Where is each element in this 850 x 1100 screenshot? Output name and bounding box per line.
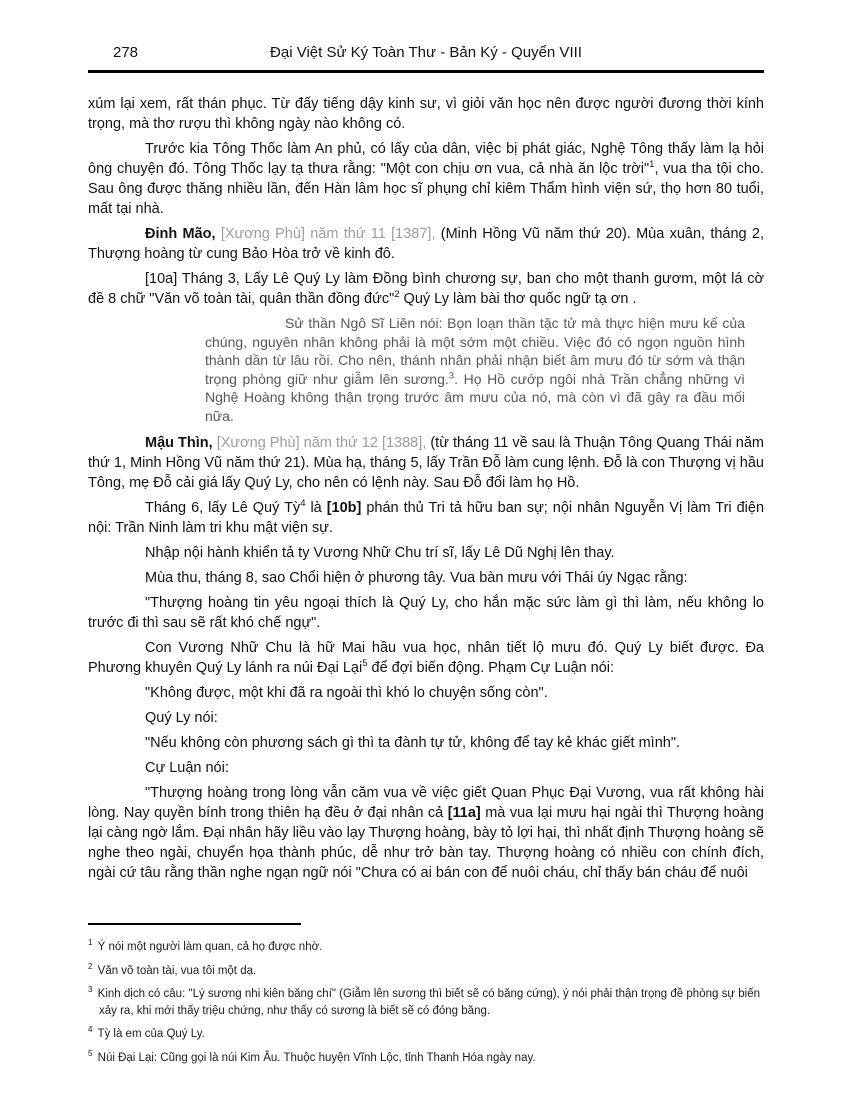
- paragraph: [88, 269, 764, 309]
- paragraph: [88, 224, 764, 264]
- footnote-number: 4: [88, 1025, 93, 1035]
- text-run: , vua tha tội cho. Sau ông được thăng nhiều lần, đến Hàn lâm học sĩ phụng chỉ kiêm Thẩm hình viện sứ, thọ hơn 80 tuổi, mất tại nhà.: [88, 161, 764, 217]
- footnote-reference: 4: [300, 498, 306, 510]
- document-body: [88, 94, 764, 883]
- text-run: . Họ Hồ cướp ngôi nhà Trần chẳng những vì Nghệ Hoàng không thận trọng trước âm mưu của nó, mà còn vì đã gây ra đầu mối nữa.: [205, 370, 746, 424]
- text-run: Con Vương Nhữ Chu là hữ Mai hầu vua học, nhân tiết lộ mưu đó. Quý Ly biết được. Đa Phương khuyên Quý Ly lánh ra núi Đại Lại: [88, 640, 764, 676]
- text-run: "Thượng hoàng tin yêu ngoại thích là Quý Ly, cho hắn mặc sức làm gì thì làm, nếu không lo trước đi thì sau sẽ rất khó chế ngự".: [88, 595, 764, 631]
- footnote-text: Kinh dịch có câu: "Lý sương nhi kiên băng chí" (Giẫm lên sương thì biết sẽ có băng cứng), ý nói phải thận trọng đề phòng sự biến xảy ra, khi mới thấy triệu chứng, như thấy có sương là biết sẽ có đóng băng.: [94, 988, 760, 1017]
- text-run: Cự Luận nói:: [145, 760, 229, 776]
- paragraph: [88, 638, 764, 678]
- text-run: [10a] Tháng 3, Lấy Lê Quý Ly làm Đồng bình chương sự, ban cho một thanh gươm, một lá cờ đề 8 chữ "Văn võ toàn tài, quân thần đồng đức": [88, 271, 764, 307]
- footnote-reference: 3: [448, 369, 455, 381]
- text-run: "Thượng hoàng trong lòng vẫn căm vua về việc giết Quan Phục Đại Vương, vua rất không hài lòng. Nay quyền bính trong thiên hạ đều ở đại nhân cả: [88, 785, 764, 821]
- text-run: [11a]: [447, 805, 481, 821]
- paragraph: [88, 708, 764, 728]
- document-title: Đại Việt Sử Ký Toàn Thư - Bản Ký - Quyển VIII: [270, 44, 582, 61]
- header-rule: [88, 70, 764, 73]
- text-run: (Minh Hồng Vũ năm thứ 20). Mùa xuân, tháng 2, Thượng hoàng từ cung Bảo Hòa trở về kinh đô.: [88, 226, 764, 262]
- paragraph: [88, 139, 764, 219]
- text-run: Mậu Thìn,: [145, 435, 217, 451]
- footnote-reference: 1: [649, 159, 655, 171]
- text-run: Trước kia Tông Thốc làm An phủ, có lấy của dân, việc bị phát giác, Nghệ Tông thấy làm lạ hỏi ông chuyện đó. Tông Thốc lạy tạ thưa rằng: "Một con chịu ơn vua, cả nhà ăn lộc trời": [88, 141, 764, 177]
- paragraph: [88, 498, 764, 538]
- text-run: Quý Ly nói:: [145, 710, 218, 726]
- text-run: là: [305, 500, 327, 516]
- page-header: [88, 44, 764, 64]
- footnotes-section: [88, 939, 764, 1066]
- text-run: phán thủ Tri tả hữu ban sự; nội nhân Nguyễn Vị làm Tri điện nội: Trần Ninh làm tri khu mật viện sự.: [88, 500, 765, 536]
- text-run: Nhập nội hành khiển tả ty Vương Nhữ Chu trí sĩ, lấy Lê Dũ Nghị lên thay.: [145, 545, 615, 561]
- paragraph: [88, 683, 764, 703]
- paragraph: [88, 593, 764, 633]
- footnote-separator: [88, 923, 301, 925]
- footnote: [88, 1026, 760, 1043]
- footnote-reference: 5: [362, 658, 368, 670]
- text-run: "Nếu không còn phương sách gì thì ta đành tự tử, không để tay kẻ khác giết mình".: [145, 735, 680, 751]
- text-run: để đợi biến động. Phạm Cự Luận nói:: [367, 660, 615, 676]
- paragraph: [88, 543, 764, 563]
- footnote-number: 1: [88, 938, 93, 948]
- footnote-number: 2: [88, 961, 93, 971]
- text-run: Đinh Mão,: [145, 226, 221, 242]
- footnote: [88, 963, 760, 980]
- footnote: [88, 986, 760, 1019]
- text-run: xúm lại xem, rất thán phục. Từ đấy tiếng dậy kinh sư, vì giỏi văn học nên được người đương thời kính trọng, mà thơ rượu thì không ngày nào không có.: [88, 96, 764, 132]
- footnote-text: Văn võ toàn tài, vua tôi một dạ.: [94, 964, 257, 977]
- footnote-number: 3: [88, 985, 93, 995]
- text-run: [10b]: [326, 500, 362, 516]
- footnote-text: Núi Đại Lại: Cũng gọi là núi Kim Âu. Thuộc huyện Vĩnh Lộc, tỉnh Thanh Hóa ngày nay.: [94, 1051, 536, 1064]
- footnote-reference: 2: [394, 289, 400, 301]
- paragraph: [88, 758, 764, 778]
- text-run: Sử thần Ngô Sĩ Liên nói: Bọn loạn thần tặc tử mà thực hiện mưu kế của chúng, nguyên nhân không phải là một sớm một chiều. Việc đó có ngọn nguồn hình thành dần từ lâu rồi. Cho nên, thánh nhân phải nhận biết âm mưu đó từ sớm và thận trọng phòng giữ như giẫm lên sương.: [205, 315, 745, 387]
- footnote-text: Tỳ là em của Quý Ly.: [94, 1028, 205, 1040]
- historian-commentary-paragraph: [205, 314, 745, 425]
- paragraph: [88, 433, 764, 493]
- text-run: Mùa thu, tháng 8, sao Chổi hiện ở phương tây. Vua bàn mưu với Thái úy Ngạc rằng:: [145, 570, 688, 586]
- text-run: Quý Ly làm bài thơ quốc ngữ tạ ơn .: [399, 291, 637, 307]
- text-run: mà vua lại mưu hại ngài thì Thượng hoàng lại càng ngờ lắm. Đại nhân hãy liều vào lạy Thượng hoàng, bày tỏ lợi hại, thì nhất định Thượng hoàng sẽ nghe theo ngài, chuyển họa thành phúc, dễ như trở bàn tay. Thượng hoàng có nhiều con chính đích, ngài cứ tâu rằng thần nghe ngạn ngữ nói "Chưa có ai bán con để nuôi cháu, chỉ thấy bán cháu để nuôi: [88, 805, 765, 881]
- paragraph: [88, 94, 764, 134]
- footnote: [88, 939, 760, 956]
- text-run: [Xương Phù] năm thứ 12 [1388],: [216, 435, 431, 451]
- footnote: [88, 1050, 760, 1067]
- text-run: (từ tháng 11 về sau là Thuận Tông Quang Thái năm thứ 1, Minh Hồng Vũ năm thứ 21). Mùa hạ, tháng 5, lấy Trần Đỗ làm cung lệnh. Đỗ là con Thượng vị hầu Tông, mẹ Đỗ cải giá lấy Quý Ly, cho nên có lệnh này. Sau Đỗ đổi làm họ Hồ.: [88, 435, 764, 491]
- page-number: 278: [113, 44, 139, 61]
- text-run: Tháng 6, lấy Lê Quý Tỳ: [145, 500, 301, 516]
- text-run: [Xương Phù] năm thứ 11 [1387],: [220, 226, 441, 242]
- paragraph: [88, 568, 764, 588]
- paragraph: [88, 783, 764, 883]
- text-run: "Không được, một khi đã ra ngoài thì khó lo chuyện sống còn".: [145, 685, 548, 701]
- footnote-number: 5: [88, 1048, 93, 1058]
- footnote-text: Ý nói một người làm quan, cả họ được nhờ.: [94, 941, 323, 953]
- paragraph: [88, 733, 764, 753]
